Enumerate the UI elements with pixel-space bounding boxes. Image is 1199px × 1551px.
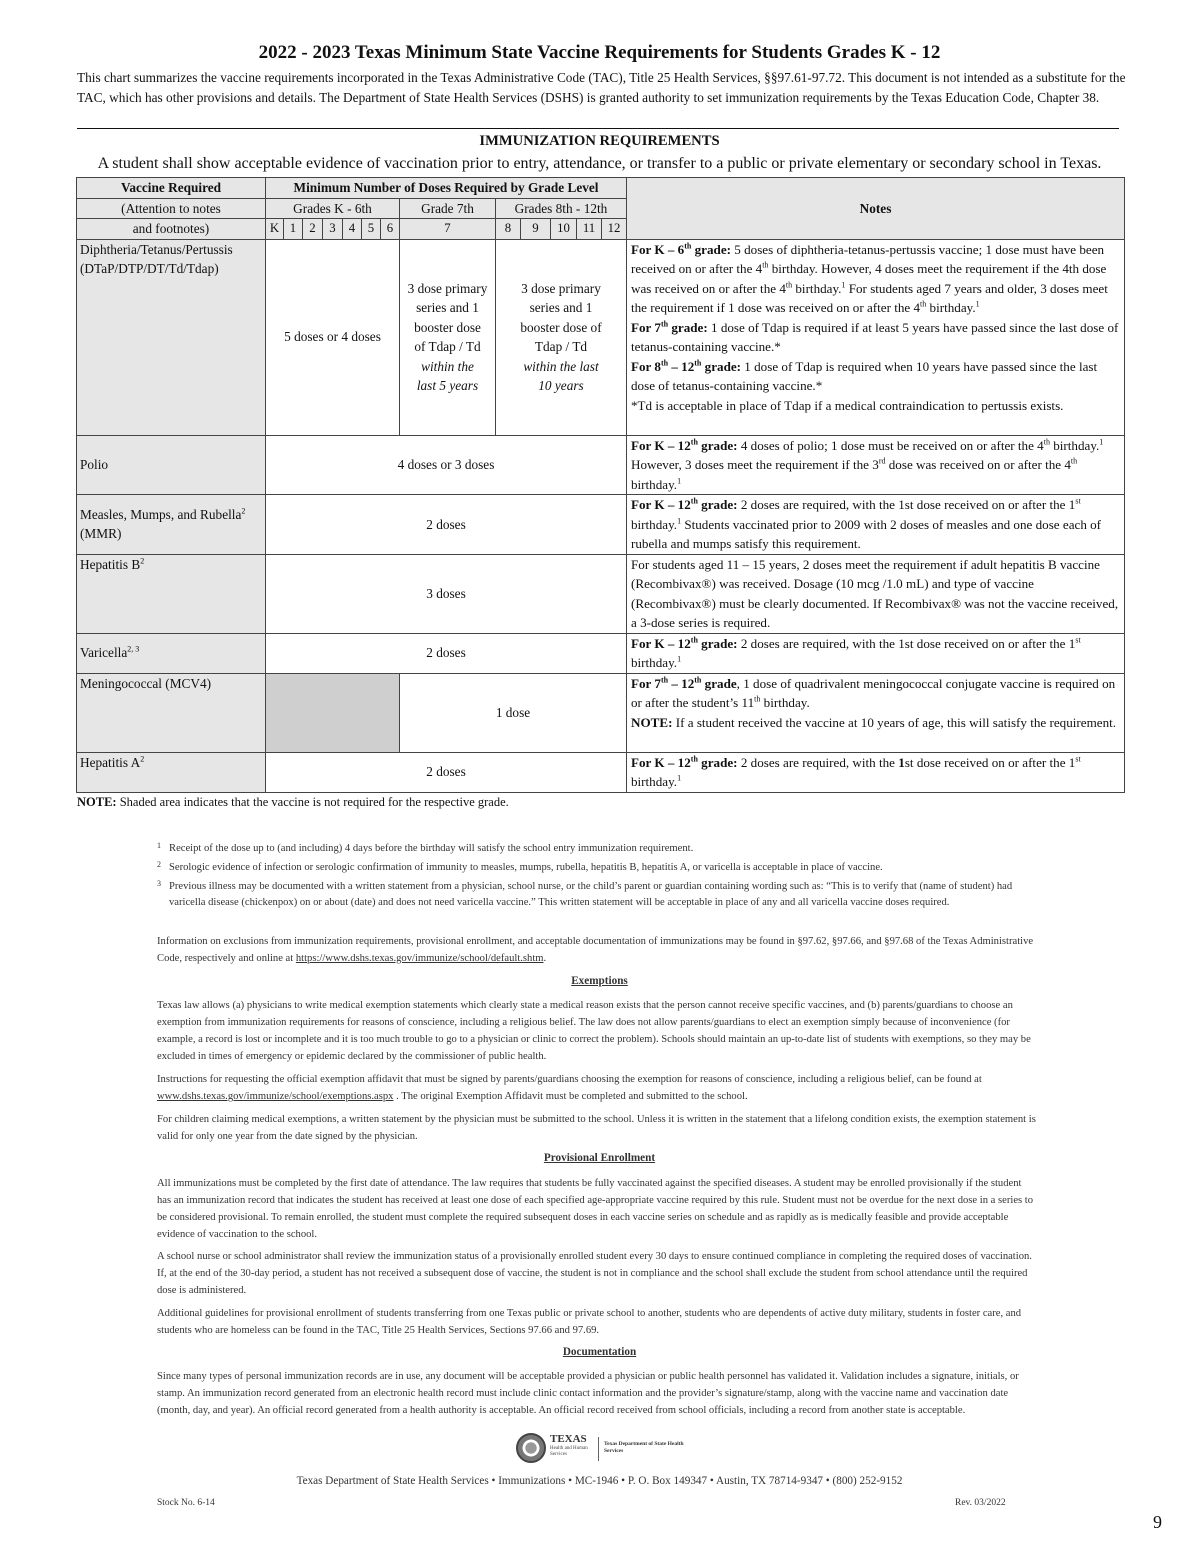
grade-11: 11 bbox=[577, 219, 602, 240]
divider bbox=[77, 128, 1119, 129]
vaccine-name: Hepatitis $B^2$ bbox=[77, 554, 266, 633]
page-number: 9 bbox=[1153, 1512, 1162, 1532]
grade-group-7: Grade 7th bbox=[400, 198, 496, 219]
doses-812: 3 dose primary series and 1 booster dose of Tdap / Td within the last 10 years bbox=[496, 239, 627, 435]
notes-cell: For K – 12th grade: 2 doses are required, with the 1st dose received on or after the 1st birthday.$^1$ bbox=[627, 752, 1125, 792]
notes-cell: For K – 12th grade: 2 doses are required, with the 1st dose received on or after the 1st birthday.$^1$ bbox=[627, 633, 1125, 673]
grade-5: 5 bbox=[362, 219, 381, 240]
document-title: 2022 - 2023 Texas Minimum State Vaccine Requirements for Students Grades K - 12 bbox=[258, 42, 941, 63]
doses-all: 2 doses bbox=[266, 752, 627, 792]
table-row bbox=[77, 633, 1125, 673]
info-link[interactable]: https://www.dshs.texas.gov/immunize/school/default.shtm bbox=[295, 953, 544, 964]
notes-cell: For K – 12th grade: 2 doses are required, with the 1st dose received on or after the 1st birthday.$^1$ Students vaccinated prior to 2009 with 2 doses of measles and one dose each of rubella and mumps satisfy this requirement. bbox=[627, 495, 1125, 555]
table-row bbox=[77, 435, 1125, 495]
vaccine-name: Varicella$^{2, 3}$ bbox=[77, 633, 266, 673]
revision-date: Rev. 03/2022 bbox=[955, 1498, 1006, 1508]
vaccine-header-note: (Attention to notes bbox=[77, 198, 266, 219]
exemptions-paragraph-2: Instructions for requesting the official exemption affidavit that must be signed by parents/guardians choosing the exemption for reasons of conscience, including a religious belief, can be found at www.dshs.texas.gov/immunize/school/exemptions.aspx . The original Exemption Affidavit must be completed and submitted to the school. bbox=[157, 1074, 982, 1102]
grade-3: 3 bbox=[323, 219, 343, 240]
doses-all: 2 doses bbox=[266, 633, 627, 673]
grade-8: 8 bbox=[496, 219, 521, 240]
grade-group-k6: Grades K - 6th bbox=[266, 198, 400, 219]
exemptions-paragraph-1: Texas law allows (a) physicians to write medical exemption statements which clearly state a medical reason exists that the person cannot receive specific vaccines, and (b) parents/guardians to choose an exemption from immunization requirements for reasons of conscience, including a religious belief. The law does not allow parents/guardians to elect an exemption simply because of inconvenience (for example, a record is lost or incomplete and it is too much trouble to go to a physician or clinic to correct the problem). Schools should maintain an up-to-date list of students with exemptions, so they may be excluded in times of emergency or epidemic declared by the commissioner of public health. bbox=[157, 1000, 1031, 1062]
grade-7: 7 bbox=[400, 219, 496, 240]
grade-6: 6 bbox=[381, 219, 400, 240]
exemptions-link[interactable]: www.dshs.texas.gov/immunize/school/exemptions.aspx bbox=[157, 1091, 394, 1102]
provisional-heading: Provisional Enrollment bbox=[543, 1152, 656, 1164]
footnote-2: 2 Serologic evidence of infection or serologic confirmation of immunity to measles, mumps, rubella, hepatitis B, hepatitis A, or varicella is acceptable in place of vaccine. bbox=[157, 860, 883, 873]
documentation-paragraph: Since many types of personal immunization records are in use, any document will be acceptable provided a physician or public health personnel has validated it. Validation includes a signature, initials, or stamp. An immunization record generated from an electronic health record must include clinic contact information and the provider’s signature/stamp, along with the vaccine name and vaccination date (month, day, and year). An official record generated from a health authority is acceptable. An official record received from school officials, including a record from another state is acceptable. bbox=[157, 1371, 1019, 1416]
grade-k: K bbox=[266, 219, 284, 240]
grade-1: 1 bbox=[284, 219, 303, 240]
doses-header: Minimum Number of Doses Required by Grade Level bbox=[266, 178, 627, 199]
doses-all: 3 doses bbox=[266, 554, 627, 633]
doses-k6: 5 doses or 4 doses bbox=[266, 239, 400, 435]
exemptions-heading: Exemptions bbox=[571, 975, 628, 987]
vaccine-header-footnotes: and footnotes) bbox=[77, 219, 266, 240]
grade-9: 9 bbox=[521, 219, 551, 240]
shaded-not-required bbox=[266, 673, 400, 752]
exemptions-paragraph-3: For children claiming medical exemptions, a written statement by the physician must be submitted to the school. Unless it is written in the statement that a lifelong condition exists, the exemption statement is valid for only one year from the date signed by the physician. bbox=[157, 1114, 1036, 1142]
lead-sentence: A student shall show acceptable evidence of vaccination prior to entry, attendance, or transfer to a public or private elementary or secondary school in Texas. bbox=[97, 155, 1102, 172]
table-row bbox=[77, 752, 1125, 792]
table-row bbox=[77, 239, 1125, 435]
info-paragraph: Information on exclusions from immunization requirements, provisional enrollment, and acceptable documentation of immunizations may be found in §97.62, §97.66, and §97.68 of the Texas Administrative Code, respectively and online at https://www.dshs.texas.gov/immunize/school/default.shtm. bbox=[157, 936, 1034, 964]
vaccine-header: Vaccine Required bbox=[77, 178, 266, 199]
documentation-heading: Documentation bbox=[562, 1346, 637, 1358]
vaccine-name: Polio bbox=[77, 435, 266, 495]
footnote-3: 3 Previous illness may be documented with a written statement from a physician, school nurse, or the child’s parent or guardian containing wording such as: “This is to verify that (name of student) had varicella disease (chickenpox) on or about (date) and does not need varicella vaccine.” This written statement will be acceptable in place of any and all varicella vaccine doses required. bbox=[157, 879, 1013, 908]
grade-4: 4 bbox=[343, 219, 362, 240]
doses-all: 4 doses or 3 doses bbox=[266, 435, 627, 495]
notes-cell: For 7th – 12th grade, 1 dose of quadrivalent meningococcal conjugate vaccine is required on or after the student’s 11th birthday. NOTE: If a student received the vaccine at 10 years of age, this will satisfy the requirement. bbox=[627, 673, 1125, 752]
dshs-logo: TEXAS Health and Human Services Texas Department of State Health Services bbox=[516, 1433, 676, 1465]
requirements-table bbox=[76, 177, 1125, 793]
texas-seal-icon bbox=[516, 1433, 546, 1463]
provisional-paragraph-1: All immunizations must be completed by the first date of attendance. The law requires that students be fully vaccinated against the specified diseases. A student may be enrolled provisionally if the student has an immunization record that indicates the student has received at least one dose of each specified age-appropriate vaccine required by this rule. Student must not be overdue for the next dose in a series to be considered provisional. To remain enrolled, the student must complete the required subsequent doses in each vaccine series on schedule and as rapidly as is medically feasible and provide acceptable evidence of vaccination to the school. bbox=[157, 1178, 1034, 1240]
table-row bbox=[77, 495, 1125, 555]
vaccine-name: Measles, Mumps, and Rubella$^2$ (MMR) bbox=[77, 495, 266, 555]
vaccine-name: Meningococcal (MCV4) bbox=[77, 673, 266, 752]
table-row bbox=[77, 554, 1125, 633]
vaccine-name: Hepatitis $A^2$ bbox=[77, 752, 266, 792]
footer-address: Texas Department of State Health Services • Immunizations • MC-1946 • P. O. Box 149347 • Austin, TX 78714-9347 • (800) 252-9152 bbox=[296, 1475, 903, 1487]
vaccine-name: Diphtheria/Tetanus/Pertussis (DTaP/DTP/DT/Td/Tdap) bbox=[77, 239, 266, 435]
section-title: IMMUNIZATION REQUIREMENTS bbox=[479, 133, 720, 149]
grade-group-812: Grades 8th - 12th bbox=[496, 198, 627, 219]
doses-all: 2 doses bbox=[266, 495, 627, 555]
notes-header: Notes bbox=[627, 178, 1125, 240]
table-row bbox=[77, 673, 1125, 752]
notes-cell: For K – 6th grade: 5 doses of diphtheria-tetanus-pertussis vaccine; 1 dose must have been received on or after the 4th birthday. However, 4 doses meet the requirement if the 4th dose was received on or after the 4th birthday.$^1$ For students aged 7 years and older, 3 doses meet the requirement if 1 dose was received on or after the 4th birthday.$^1$ For 7th grade: 1 dose of Tdap is required if at least 5 years have passed since the last dose of tetanus-containing vaccine.* For 8th – 12th grade: 1 dose of Tdap is required when 10 years have passed since the last dose of tetanus-containing vaccine.* *Td is acceptable in place of Tdap if a medical contraindication to pertussis exists. bbox=[627, 239, 1125, 435]
grade-2: 2 bbox=[303, 219, 323, 240]
footnote-1: 1 Receipt of the dose up to (and including) 4 days before the birthday will satisfy the school entry immunization requirement. bbox=[157, 841, 694, 854]
stock-number: Stock No. 6-14 bbox=[157, 1498, 215, 1508]
provisional-paragraph-3: Additional guidelines for provisional enrollment of students transferring from one Texas public or private school to another, students who are dependents of active duty military, students in foster care, and students who are homeless can be found in the TAC, Title 25 Health Services, Sections 97.66 and 97.69. bbox=[157, 1308, 1022, 1336]
intro-paragraph: This chart summarizes the vaccine requirements incorporated in the Texas Administrative Code (TAC), Title 25 Health Services, §§97.61-97.72. This document is not intended as a substitute for the TAC, which has other provisions and details. The Department of State Health Services (DSHS) is granted authority to set immunization requirements by the Texas Education Code, Chapter 38. bbox=[77, 70, 1126, 105]
shaded-note: NOTE: Shaded area indicates that the vaccine is not required for the respective grade. bbox=[77, 795, 509, 809]
notes-cell: For students aged 11 – 15 years, 2 doses meet the requirement if adult hepatitis B vaccine (Recombivax®) was received. Dosage (10 mcg /1.0 mL) and type of vaccine (Recombivax®) must be clearly documented. If Recombivax® was not the vaccine received, a 3-dose series is required. bbox=[627, 554, 1125, 633]
notes-cell: For K – 12th grade: 4 doses of polio; 1 dose must be received on or after the 4th birthday.$^1$ However, 3 doses meet the requirement if the 3rd dose was received on or after the 4th birthday.$^1$ bbox=[627, 435, 1125, 495]
grade-10: 10 bbox=[551, 219, 577, 240]
grade-12: 12 bbox=[602, 219, 627, 240]
doses-7-12: 1 dose bbox=[400, 673, 627, 752]
doses-7: 3 dose primary series and 1 booster dose of Tdap / Td within the last 5 years bbox=[400, 239, 496, 435]
provisional-paragraph-2: A school nurse or school administrator shall review the immunization status of a provisionally enrolled student every 30 days to ensure continued compliance in completing the required doses of vaccination. If, at the end of the 30-day period, a student has not received a subsequent dose of vaccine, the student is not in compliance and the school shall exclude the student from school attendance until the required dose is administered. bbox=[157, 1251, 1032, 1296]
